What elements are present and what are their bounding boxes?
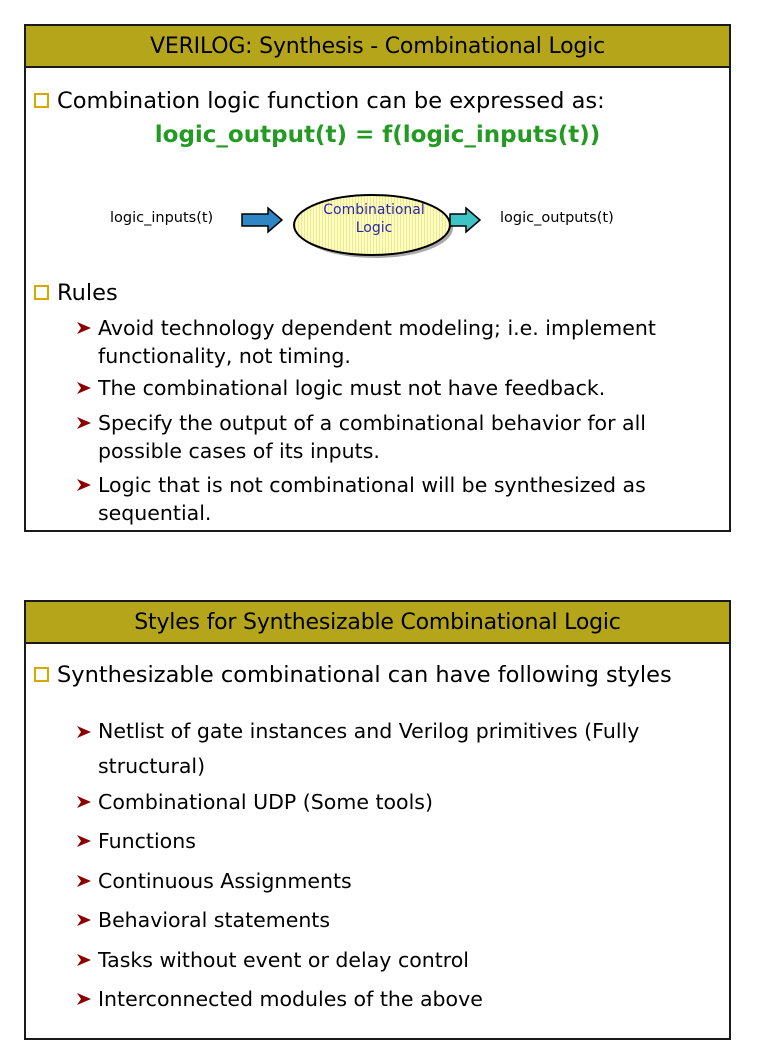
arrowhead-icon [74, 321, 94, 335]
rule-item [74, 409, 694, 465]
hollow-square-icon [34, 93, 49, 108]
input-arrow-icon [242, 208, 282, 232]
hollow-square-icon [34, 285, 49, 300]
diagram-output-label: logic_outputs(t) [500, 210, 614, 226]
arrowhead-icon [74, 381, 94, 395]
style-line: Behavioral statements [98, 908, 331, 932]
style-item [74, 985, 694, 1013]
bullet-text: Synthesizable combinational can have following styles [57, 662, 672, 688]
diagram-input-label: logic_inputs(t) [110, 210, 214, 226]
logic-formula: logic_output(t) = f(logic_inputs(t)) [154, 122, 601, 148]
style-line: Interconnected modules of the above [98, 987, 483, 1011]
rule-item [74, 471, 694, 527]
slide-title: VERILOG: Synthesis - Combinational Logic [26, 26, 729, 68]
bullet-styles [34, 662, 672, 689]
style-line: Functions [98, 829, 196, 853]
style-line: Netlist of gate instances and Verilog primitives (Fully [98, 719, 640, 743]
slide-synthesizable-styles [24, 600, 731, 1040]
style-item [74, 867, 694, 895]
arrowhead-icon [74, 416, 94, 430]
block-label-line2: Logic [355, 220, 393, 236]
slide-title: Styles for Synthesizable Combinational Logic [26, 602, 729, 644]
slide-combinational-logic [24, 24, 731, 532]
bullet-expression [34, 88, 605, 115]
arrowhead-icon [74, 834, 94, 848]
style-item [74, 906, 694, 934]
arrowhead-icon [74, 953, 94, 967]
bullet-text: Combination logic function can be expressed as: [57, 88, 605, 114]
rule-line: Specify the output of a combinational behavior for all [98, 411, 646, 435]
rule-line: sequential. [98, 501, 212, 525]
arrowhead-icon [74, 992, 94, 1006]
arrowhead-icon [74, 478, 94, 492]
bullet-text: Rules [57, 280, 118, 306]
style-line: Tasks without event or delay control [98, 948, 470, 972]
rule-item [74, 374, 694, 402]
style-item [74, 827, 694, 855]
logic-block-label [284, 201, 464, 237]
rule-line: The combinational logic must not have feedback. [98, 376, 606, 400]
arrowhead-icon [74, 795, 94, 809]
rule-line: functionality, not timing. [98, 344, 351, 368]
rule-line: Logic that is not combinational will be synthesized as [98, 473, 646, 497]
arrowhead-icon [74, 725, 94, 739]
arrowhead-icon [74, 874, 94, 888]
style-line: structural) [98, 754, 206, 778]
hollow-square-icon [34, 667, 49, 682]
style-item [74, 788, 694, 816]
rule-item [74, 314, 694, 370]
style-item [74, 714, 694, 784]
style-line: Combinational UDP (Some tools) [98, 790, 433, 814]
bullet-rules [34, 280, 118, 307]
style-line: Continuous Assignments [98, 869, 352, 893]
block-label-line1: Combinational [323, 202, 425, 218]
rule-line: Avoid technology dependent modeling; i.e. implement [98, 316, 656, 340]
rule-line: possible cases of its inputs. [98, 439, 380, 463]
style-item [74, 946, 694, 974]
arrowhead-icon [74, 913, 94, 927]
